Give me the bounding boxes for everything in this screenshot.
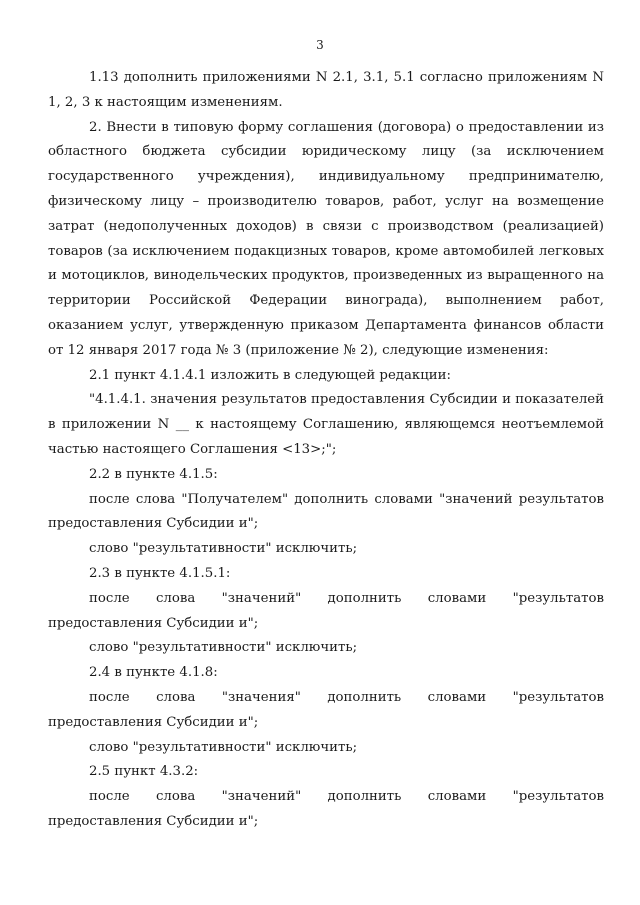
paragraph-2-3: 2.3 в пункте 4.1.5.1: (89, 565, 231, 581)
paragraph-2-5-add: после слова "значений" дополнить словами "результатов предоставления Субсидии и"; (48, 789, 604, 829)
paragraph-2-3-add: после слова "значений" дополнить словами "результатов предоставления Субсидии и"; (48, 590, 604, 631)
document-body (48, 66, 604, 835)
paragraph-1-13: 1.13 дополнить приложениями N 2.1, 3.1, 5.1 согласно приложениям N 1, 2, 3 к настоящим изменениям. (48, 70, 604, 110)
paragraph-2-3-remove: слово "результативности" исключить; (89, 640, 358, 656)
paragraph-2-2-remove: слово "результативности" исключить; (89, 541, 358, 557)
paragraph-2-1: 2.1 пункт 4.1.4.1 изложить в следующей редакции: (89, 367, 451, 383)
paragraph-2-amend-form: 2. Внести в типовую форму соглашения (договора) о предоставлении из областного бюджета субсидии юридическому лицу (за исключением государственного учреждения), индивидуальному предпринимателю, физическому лицу – производителю товаров, работ, услуг на возмещение затрат (недополученных доходов) в связи с производством (реализацией) товаров (за исключением подакцизных товаров, кроме автомобилей легковых и мотоциклов, винодельческих продуктов, произведенных из выращенного на территории Российской Федерации винограда), выполнением работ, оказанием услуг, утвержденную приказом Департамента финансов области от 12 января 2017 года № 3 (приложение № 2), следующие изменения: (48, 119, 604, 358)
paragraph-2-5: 2.5 пункт 4.3.2: (89, 764, 199, 780)
paragraph-2-2: 2.2 в пункте 4.1.5: (89, 466, 218, 482)
paragraph-2-4-add: после слова "значения" дополнить словами "результатов предоставления Субсидии и"; (48, 689, 604, 730)
paragraph-2-4: 2.4 в пункте 4.1.8: (89, 665, 218, 681)
paragraph-2-4-remove: слово "результативности" исключить; (89, 739, 358, 755)
page-number: 3 (316, 38, 324, 52)
paragraph-4-1-4-1-text: "4.1.4.1. значения результатов предоставления Субсидии и показателей в приложении N __ к настоящему Соглашению, являющемся неотъемлемой частью настоящего Соглашения <13>;"; (48, 392, 604, 457)
paragraph-2-2-add: после слова "Получателем" дополнить словами "значений результатов предоставления Субсидии и"; (48, 491, 604, 532)
